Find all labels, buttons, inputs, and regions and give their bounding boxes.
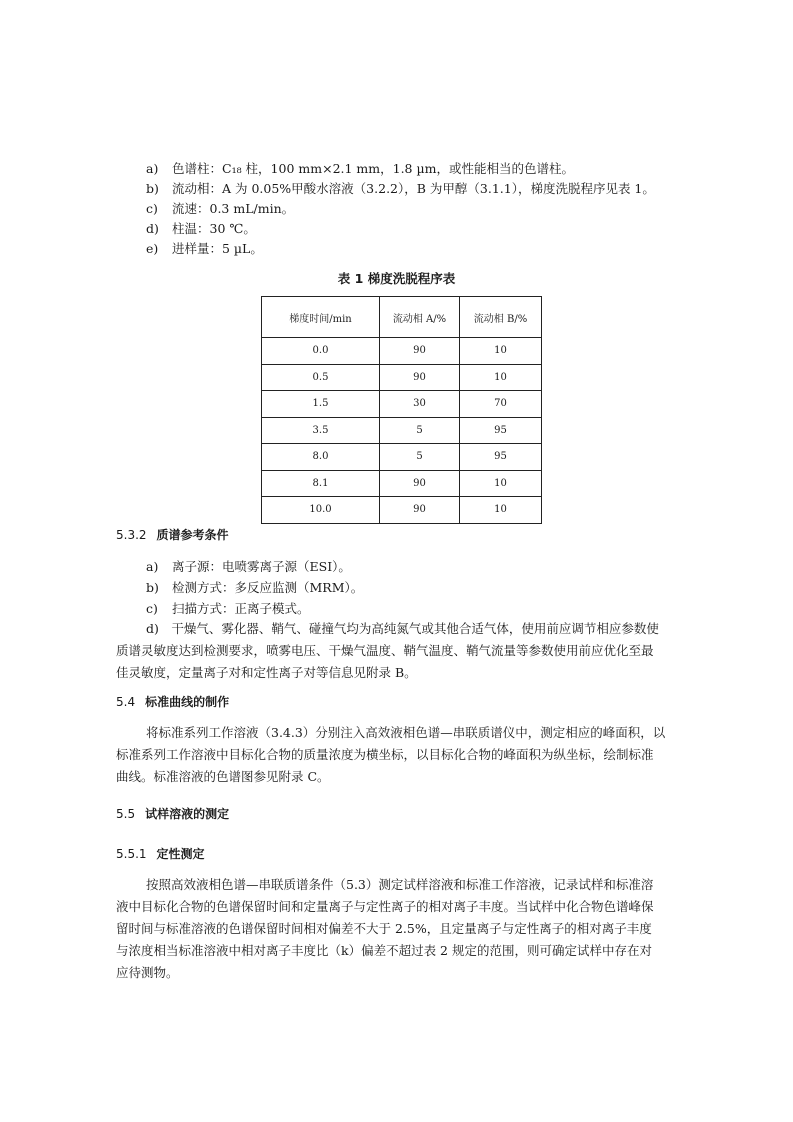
section-title: 质谱参考条件 bbox=[156, 528, 229, 542]
paragraph-calibration bbox=[116, 722, 678, 788]
table-cell: 10.0 bbox=[262, 497, 380, 524]
table-header-cell: 流动相 B/% bbox=[460, 297, 542, 338]
table-row bbox=[262, 417, 542, 444]
table-row bbox=[262, 444, 542, 471]
table-row bbox=[262, 391, 542, 418]
table-cell: 3.5 bbox=[262, 417, 380, 444]
table-cell: 0.5 bbox=[262, 364, 380, 391]
list-marker: b) bbox=[146, 580, 159, 595]
list-item-column-temp bbox=[146, 221, 256, 237]
table-row bbox=[262, 497, 542, 524]
table-row bbox=[262, 338, 542, 365]
table-cell: 70 bbox=[460, 391, 542, 418]
table-cell: 90 bbox=[380, 497, 460, 524]
paragraph-line: 与浓度相当标准溶液中相对离子丰度比（k）偏差不超过表 2 规定的范围，则可确定试样中存在对 bbox=[116, 943, 652, 958]
list-text: 进样量：5 µL。 bbox=[172, 241, 263, 256]
paragraph-line: 按照高效液相色谱—串联质谱条件（5.3）测定试样溶液和标准工作溶液，记录试样和标准溶 bbox=[146, 877, 654, 892]
section-number: 5.4 bbox=[116, 695, 136, 709]
table-row bbox=[262, 364, 542, 391]
table-header-row bbox=[262, 297, 542, 338]
section-title: 定性测定 bbox=[156, 847, 205, 861]
list-marker: a) bbox=[146, 559, 159, 574]
list-text: 流动相：A 为 0.05%甲酸水溶液（3.2.2），B 为甲醇（3.1.1），梯度洗脱程序见表 1。 bbox=[172, 181, 655, 196]
gradient-table bbox=[261, 296, 542, 524]
table-header-cell: 流动相 A/% bbox=[380, 297, 460, 338]
section-number: 5.5.1 bbox=[116, 847, 147, 861]
table-cell: 90 bbox=[380, 470, 460, 497]
table-cell: 30 bbox=[380, 391, 460, 418]
paragraph-line: 应待测物。 bbox=[116, 965, 179, 980]
list-item-mobile-phase bbox=[146, 181, 655, 197]
table-cell: 10 bbox=[460, 364, 542, 391]
list-text: 离子源：电喷雾离子源（ESI）。 bbox=[172, 559, 351, 574]
paragraph-line: 佳灵敏度，定量离子对和定性离子对等信息见附录 B。 bbox=[116, 665, 417, 680]
table-cell: 1.5 bbox=[262, 391, 380, 418]
table-cell: 10 bbox=[460, 497, 542, 524]
list-marker: c) bbox=[146, 201, 158, 216]
paragraph-qualitative bbox=[116, 874, 678, 984]
paragraph-line: d) 干燥气、雾化器、鞘气、碰撞气均为高纯氮气或其他合适气体，使用前应调节相应参数使 bbox=[146, 621, 659, 636]
section-heading-5-3-2 bbox=[116, 526, 229, 543]
paragraph-line: 标准系列工作溶液中目标化合物的质量浓度为横坐标，以目标化合物的峰面积为纵坐标，绘制标准 bbox=[116, 747, 654, 762]
table-cell: 8.1 bbox=[262, 470, 380, 497]
paragraph-line: 将标准系列工作溶液（3.4.3）分别注入高效液相色谱—串联质谱仪中，测定相应的峰面积，以 bbox=[146, 725, 666, 740]
section-heading-5-5-1 bbox=[116, 845, 205, 862]
table-caption: 表 1 梯度洗脱程序表 bbox=[337, 271, 456, 286]
paragraph-line: 液中目标化合物的色谱保留时间和定量离子与定性离子的相对离子丰度。当试样中化合物色谱峰保 bbox=[116, 899, 654, 914]
list-item-detection-mode bbox=[146, 580, 363, 596]
section-number: 5.3.2 bbox=[116, 528, 147, 542]
table-cell: 5 bbox=[380, 444, 460, 471]
list-text: 色谱柱：C₁₈ 柱，100 mm×2.1 mm，1.8 µm，或性能相当的色谱柱。 bbox=[172, 161, 574, 176]
table-cell: 95 bbox=[460, 417, 542, 444]
table-cell: 90 bbox=[380, 364, 460, 391]
section-heading-5-4 bbox=[116, 693, 229, 710]
table-row bbox=[262, 470, 542, 497]
paragraph-line: 留时间与标准溶液的色谱保留时间相对偏差不大于 2.5%，且定量离子与定性离子的相对离子丰度 bbox=[116, 921, 652, 936]
section-title: 标准曲线的制作 bbox=[145, 695, 230, 709]
list-marker: b) bbox=[146, 181, 159, 196]
section-number: 5.5 bbox=[116, 807, 136, 821]
table-cell: 90 bbox=[380, 338, 460, 365]
paragraph-line: 质谱灵敏度达到检测要求，喷雾电压、干燥气温度、鞘气温度、鞘气流量等参数使用前应优化至最 bbox=[116, 643, 654, 658]
list-text: 流速：0.3 mL/min。 bbox=[172, 201, 295, 216]
table-cell: 10 bbox=[460, 470, 542, 497]
list-item-injection-volume bbox=[146, 241, 263, 257]
list-item-column bbox=[146, 161, 574, 177]
list-item-ion-source bbox=[146, 559, 351, 575]
table-cell: 0.0 bbox=[262, 338, 380, 365]
list-marker: c) bbox=[146, 601, 158, 616]
paragraph-gas-settings bbox=[116, 618, 678, 684]
list-text: 检测方式：多反应监测（MRM）。 bbox=[172, 580, 364, 595]
list-item-scan-mode bbox=[146, 601, 310, 617]
section-title: 试样溶液的测定 bbox=[145, 807, 230, 821]
section-heading-5-5 bbox=[116, 805, 229, 822]
list-text: 柱温：30 ℃。 bbox=[172, 221, 256, 236]
table-cell: 5 bbox=[380, 417, 460, 444]
table-cell: 95 bbox=[460, 444, 542, 471]
list-marker: e) bbox=[146, 241, 159, 256]
table-cell: 8.0 bbox=[262, 444, 380, 471]
list-marker: d) bbox=[146, 221, 159, 236]
table-header-cell: 梯度时间/min bbox=[262, 297, 380, 338]
table-cell: 10 bbox=[460, 338, 542, 365]
list-item-flow-rate bbox=[146, 201, 294, 217]
paragraph-line: 曲线。标准溶液的色谱图参见附录 C。 bbox=[116, 769, 330, 784]
list-marker: a) bbox=[146, 161, 159, 176]
list-text: 扫描方式：正离子模式。 bbox=[172, 601, 310, 616]
